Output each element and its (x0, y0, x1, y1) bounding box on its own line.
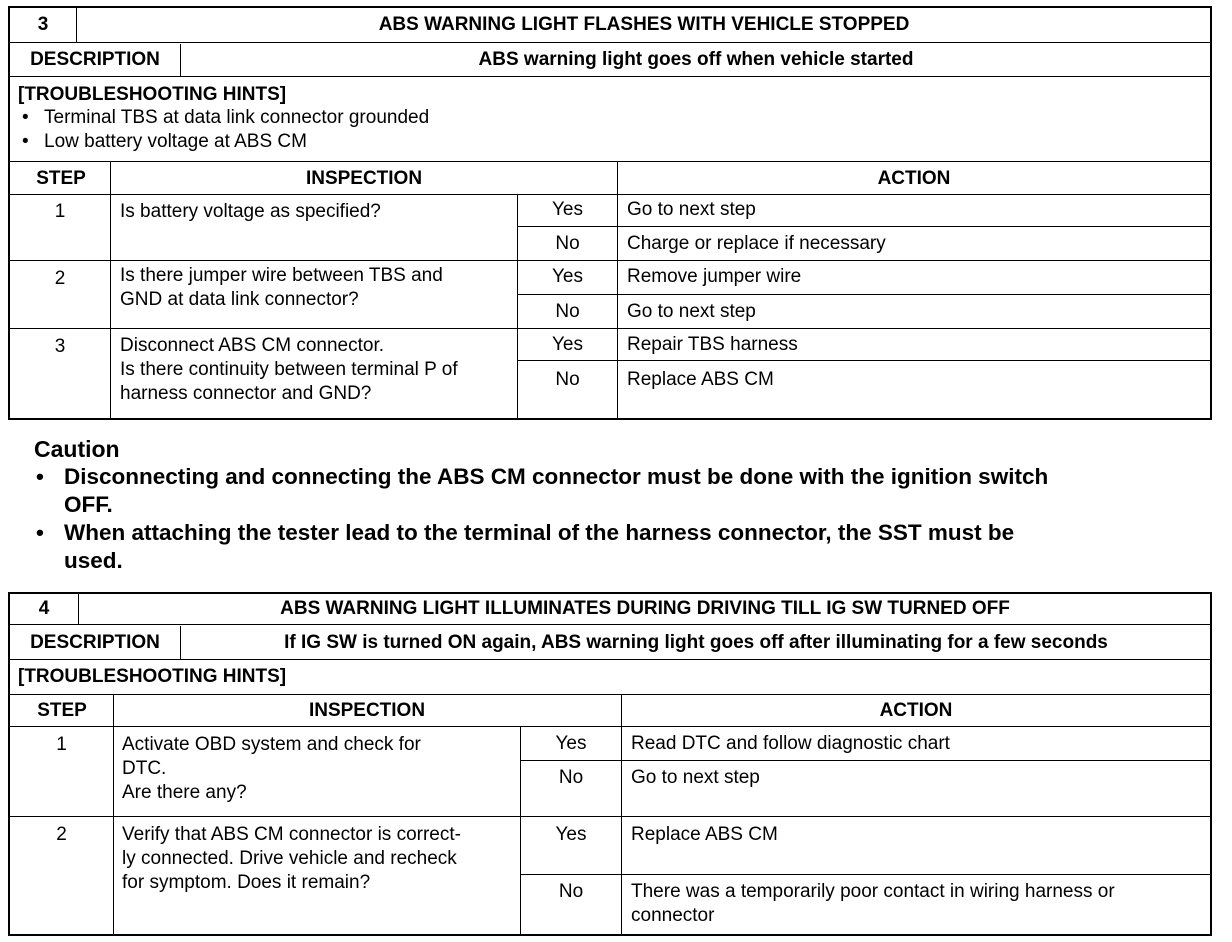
action-no: Replace ABS CM (627, 369, 774, 390)
step-inspection: Disconnect ABS CM connector. Is there continuity between terminal P of harness connector and GND? (120, 335, 458, 404)
section-3-title: ABS WARNING LIGHT FLASHES WITH VEHICLE STOPPED (378, 14, 910, 35)
step-number: 2 (56, 824, 67, 845)
section-3-table (8, 6, 1212, 420)
answer-no: No (555, 369, 580, 390)
section-4-hints-title: [TROUBLESHOOTING HINTS] (18, 666, 287, 687)
section-3-number: 3 (37, 14, 49, 35)
section-4-col-step: STEP (37, 700, 87, 721)
action-yes: Remove jumper wire (627, 266, 802, 287)
step-number: 3 (54, 336, 66, 357)
section-3-hints-title: [TROUBLESHOOTING HINTS] (18, 84, 287, 105)
action-yes: Go to next step (627, 199, 756, 220)
action-yes: Replace ABS CM (631, 824, 778, 845)
caution-block (34, 436, 1224, 575)
caution-item: • Disconnecting and connecting the ABS CM connector must be done with the ignition switch OFF. (36, 464, 1049, 517)
action-no: Go to next step (631, 767, 760, 788)
answer-yes: Yes (555, 824, 587, 845)
section-3-description: ABS warning light goes off when vehicle started (478, 49, 914, 70)
answer-no: No (555, 233, 580, 254)
section-3-col-step: STEP (36, 167, 86, 189)
section-3-hints (18, 84, 1198, 154)
step-number: 1 (54, 201, 66, 222)
answer-no: No (558, 767, 584, 788)
answer-yes: Yes (552, 334, 583, 355)
answer-yes: Yes (555, 733, 587, 754)
action-yes: Read DTC and follow diagnostic chart (631, 733, 950, 754)
answer-yes: Yes (552, 266, 583, 287)
section-3-col-inspection: INSPECTION (305, 167, 423, 189)
answer-no: No (558, 881, 584, 902)
caution-item: • When attaching the tester lead to the terminal of the harness connector, the SST must be used. (36, 520, 1015, 573)
section-4-col-inspection: INSPECTION (308, 700, 426, 721)
action-no: Go to next step (627, 301, 756, 322)
step-inspection: Is battery voltage as specified? (120, 201, 381, 222)
caution-title: Caution (34, 436, 120, 462)
section-3-col-action: ACTION (877, 167, 951, 189)
section-4-col-action: ACTION (879, 700, 953, 721)
section-4-title: ABS WARNING LIGHT ILLUMINATES DURING DRIVING TILL IG SW TURNED OFF (280, 598, 1010, 619)
answer-no: No (555, 301, 580, 322)
hint-item: • Low battery voltage at ABS CM (22, 131, 307, 152)
step-number: 1 (56, 734, 67, 755)
action-yes: Repair TBS harness (627, 334, 798, 355)
step-number: 2 (54, 268, 66, 289)
action-no: Charge or replace if necessary (627, 233, 886, 254)
section-4-number: 4 (38, 598, 50, 619)
action-no: There was a temporarily poor contact in wiring harness or connector (631, 881, 1115, 926)
section-3-description-label: DESCRIPTION (30, 49, 160, 70)
hint-item: • Terminal TBS at data link connector grounded (22, 107, 430, 128)
answer-yes: Yes (552, 199, 583, 220)
section-4-table (8, 592, 1212, 936)
section-4-description-label: DESCRIPTION (30, 631, 160, 653)
section-4-description: If IG SW is turned ON again, ABS warning light goes off after illuminating for a few seconds (284, 631, 1108, 653)
step-inspection: Verify that ABS CM connector is correct- ly connected. Drive vehicle and recheck for symptom. Does it remain? (122, 824, 461, 893)
step-inspection: Is there jumper wire between TBS and GND at data link connector? (120, 265, 443, 310)
step-inspection: Activate OBD system and check for DTC. Are there any? (122, 734, 421, 803)
